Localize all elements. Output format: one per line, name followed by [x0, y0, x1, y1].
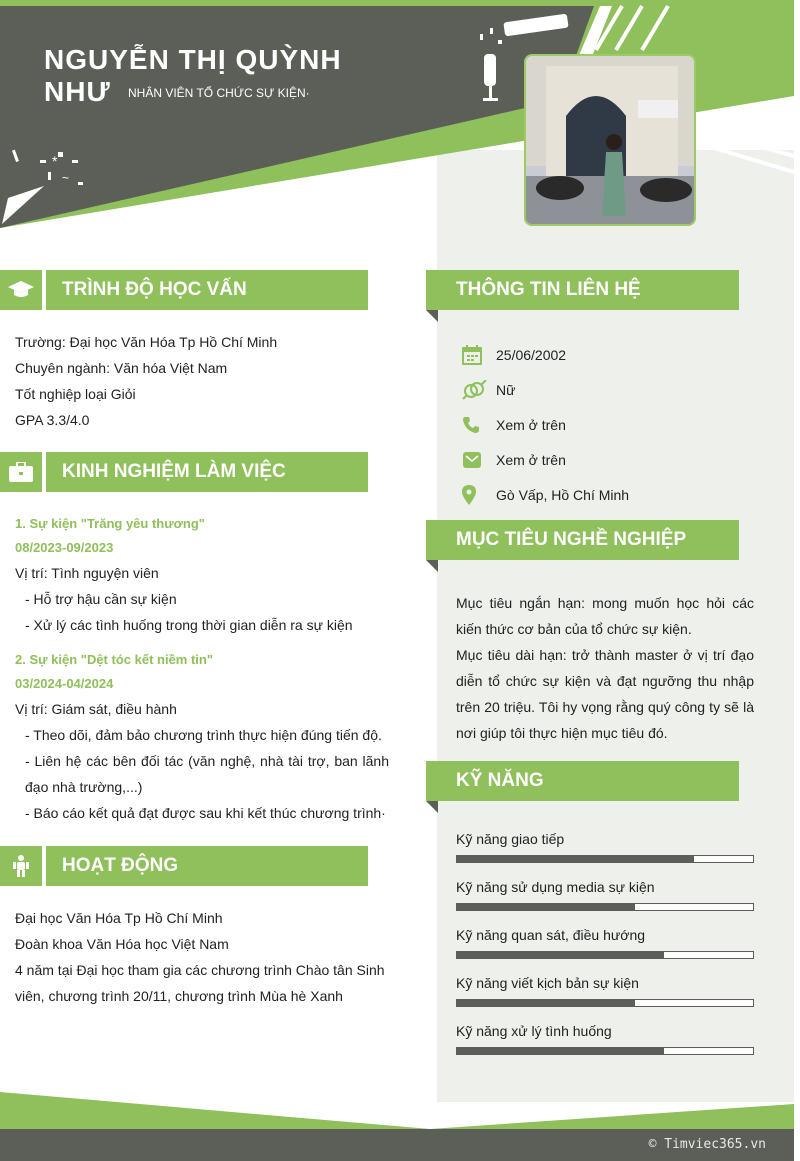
contact-heading: THÔNG TIN LIÊN HỆ: [426, 270, 739, 310]
skill-bar: [456, 1047, 754, 1055]
person-icon: [13, 855, 29, 877]
skill-bar-fill: [457, 952, 664, 958]
skill-item: [456, 925, 754, 959]
gender-icon: [462, 380, 488, 400]
briefcase-icon: [9, 462, 33, 482]
skill-bar-fill: [457, 904, 635, 910]
experience-heading: KINH NGHIỆM LÀM VIỆC: [46, 452, 368, 492]
job-role: NHÂN VIÊN TỔ CHỨC SỰ KIỆN·: [128, 86, 310, 100]
job-period: 03/2024-04/2024: [15, 676, 114, 691]
education-heading: TRÌNH ĐỘ HỌC VẤN: [46, 270, 368, 310]
skill-item: [456, 877, 754, 911]
contact-value: Gò Vấp, Hồ Chí Minh: [496, 487, 630, 503]
location-icon: [462, 485, 476, 505]
skill-name: Kỹ năng quan sát, điều hướng: [456, 927, 646, 943]
education-section-icon: [0, 270, 42, 310]
ribbon-fold: [426, 560, 438, 572]
experience-section-icon: [0, 452, 42, 492]
svg-text:~: ~: [62, 171, 70, 185]
skill-bar-fill: [457, 1000, 635, 1006]
contact-value: Xem ở trên: [496, 417, 566, 433]
skill-name: Kỹ năng giao tiếp: [456, 831, 565, 847]
copyright-text: © Timviec365.vn: [648, 1137, 766, 1152]
job-task: - Liên hệ các bên đối tác (văn nghệ, nhà tài trợ, ban lãnh đạo nhà trường,...): [25, 753, 389, 795]
ribbon-fold: [426, 801, 438, 813]
education-line: Chuyên ngành: Văn hóa Việt Nam: [15, 360, 228, 376]
skill-bar: [456, 951, 754, 959]
skill-item: [456, 973, 754, 1007]
ribbon-fold: [426, 310, 438, 322]
graduation-cap-icon: [8, 281, 34, 299]
contact-birthday: [462, 340, 566, 370]
experience-list: [15, 512, 389, 826]
activities-list: [15, 905, 393, 1009]
objective-paragraph: Mục tiêu dài hạn: trở thành master ở vị trí đạo diễn tổ chức sự kiện và đạt ngưỡng thu nhập trên 20 triệu. Tôi hy vọng rằng quý công ty sẽ là nơi giúp tôi thực hiện mục tiêu đó.: [456, 647, 754, 741]
education-line: Trường: Đại học Văn Hóa Tp Hồ Chí Minh: [15, 334, 278, 350]
skill-bar: [456, 903, 754, 911]
skill-item: [456, 829, 754, 863]
skill-name: Kỹ năng sử dụng media sự kiện: [456, 879, 655, 895]
contact-value: Nữ: [496, 382, 516, 398]
calendar-icon: [462, 345, 482, 365]
job-name: 2. Sự kiện "Dệt tóc kết niềm tin": [15, 652, 214, 667]
skill-item: [456, 1021, 754, 1055]
job-task: - Báo cáo kết quả đạt được sau khi kết thúc chương trình·: [25, 805, 386, 821]
skill-name: Kỹ năng viết kịch bản sự kiện: [456, 975, 639, 991]
job-task: - Xử lý các tình huống trong thời gian diễn ra sự kiện: [25, 617, 353, 633]
contact-value: 25/06/2002: [496, 347, 567, 363]
contact-email: [462, 445, 566, 475]
skill-bar: [456, 999, 754, 1007]
activities-section-icon: [0, 846, 42, 886]
activity-line: 4 năm tại Đại học tham gia các chương trình Chào tân Sinh viên, chương trình 20/11, chương trình Mùa hè Xanh: [15, 962, 385, 1004]
contact-phone: [462, 410, 566, 440]
candidate-name: NGUYỄN THỊ QUỲNH NHƯ: [44, 44, 342, 107]
profile-photo: [524, 54, 696, 226]
contact-location: [462, 480, 629, 510]
education-line: Tốt nghiệp loại Giỏi: [15, 386, 136, 402]
activities-heading: HOẠT ĐỘNG: [46, 846, 368, 886]
svg-text:*: *: [52, 153, 58, 169]
job-position: Vị trí: Giám sát, điều hành: [15, 701, 177, 717]
footer-bar: [0, 1129, 794, 1161]
skill-name: Kỹ năng xử lý tình huống: [456, 1023, 612, 1039]
objective-text: [456, 590, 754, 746]
job-period: 08/2023-09/2023: [15, 540, 114, 555]
activity-line: Đại học Văn Hóa Tp Hồ Chí Minh: [15, 910, 223, 926]
skills-heading: KỸ NĂNG: [426, 761, 739, 801]
email-icon: [462, 451, 482, 469]
job-task: - Theo dõi, đảm bảo chương trình thực hiện đúng tiến độ.: [25, 727, 382, 743]
skill-bar-fill: [457, 856, 694, 862]
education-details: [15, 329, 395, 433]
job-name: 1. Sự kiện "Trăng yêu thương": [15, 516, 205, 531]
activity-line: Đoàn khoa Văn Hóa học Việt Nam: [15, 936, 229, 952]
skill-bar: [456, 855, 754, 863]
education-line: GPA 3.3/4.0: [15, 412, 90, 428]
job-task: - Hỗ trợ hậu cần sự kiện: [25, 591, 177, 607]
contact-value: Xem ở trên: [496, 452, 566, 468]
skill-bar-fill: [457, 1048, 664, 1054]
phone-icon: [462, 416, 480, 434]
objective-heading: MỤC TIÊU NGHỀ NGHIỆP: [426, 520, 739, 560]
contact-gender: [462, 375, 515, 405]
objective-paragraph: Mục tiêu ngắn hạn: mong muốn học hỏi các kiến thức cơ bản của tổ chức sự kiện.: [456, 595, 754, 637]
job-position: Vị trí: Tình nguyện viên: [15, 565, 159, 581]
